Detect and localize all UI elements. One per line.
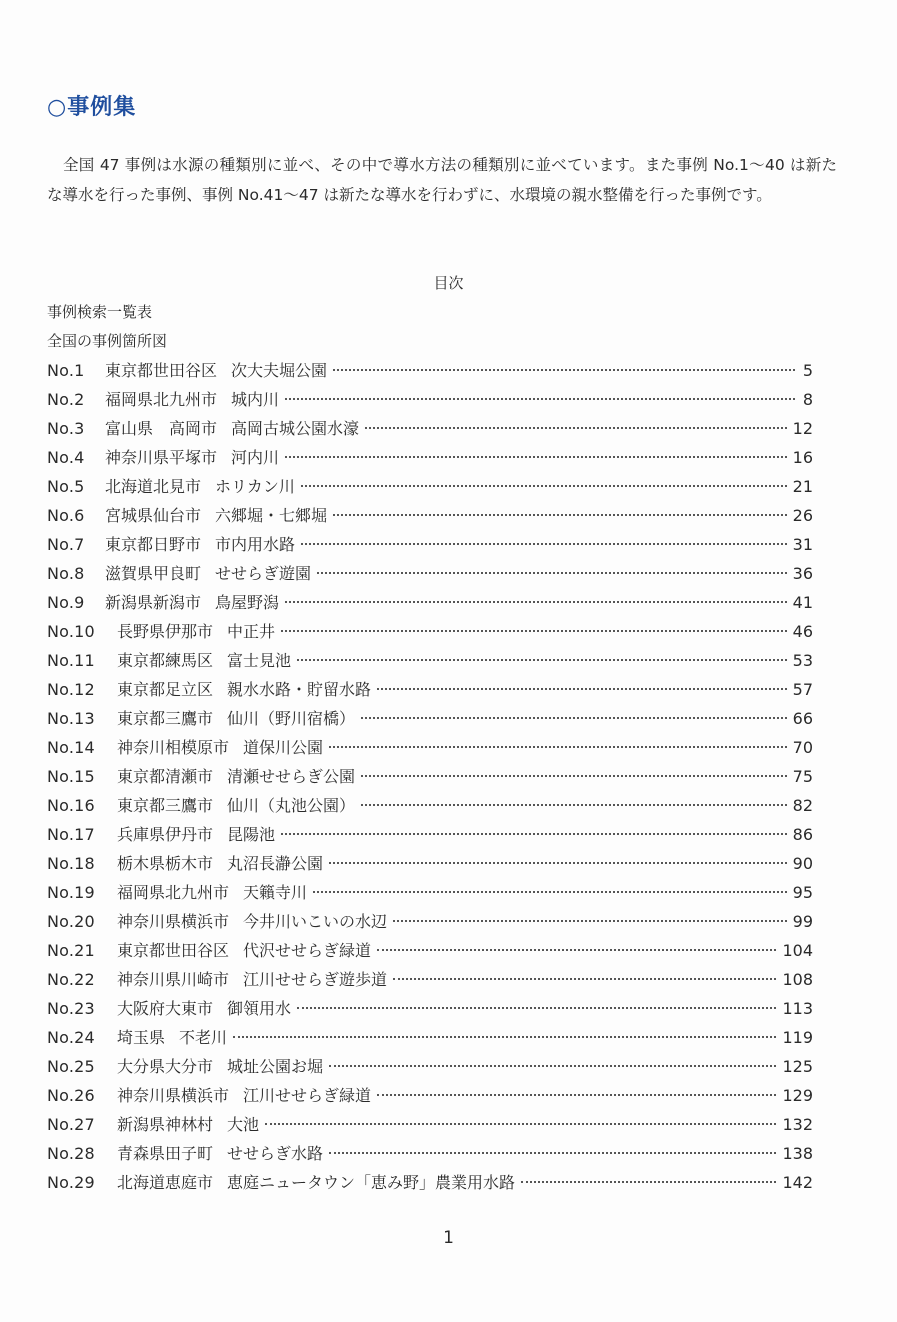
toc-dot-leader — [313, 890, 787, 893]
toc-entry-number: No.11 — [47, 651, 95, 670]
toc-entry-location: 栃木県栃木市 — [117, 854, 214, 873]
toc-entry[interactable] — [47, 1081, 813, 1110]
toc-entry-page: 66 — [792, 709, 813, 728]
toc-entry-page: 31 — [792, 535, 813, 554]
toc-pre-item-location-map[interactable]: 全国の事例箇所図 — [47, 332, 168, 350]
toc-entry-name: 昆陽池 — [227, 825, 276, 844]
toc-entry-name: 次大夫堀公園 — [231, 361, 328, 380]
toc-entry-page: 26 — [792, 506, 813, 525]
toc-entry-name: 道保川公園 — [243, 738, 324, 757]
toc-entry[interactable] — [47, 1023, 813, 1052]
toc-entry[interactable] — [47, 530, 813, 559]
toc-entry-page: 75 — [792, 767, 813, 786]
toc-entry-number: No.27 — [47, 1115, 95, 1134]
toc-entry-number: No.20 — [47, 912, 95, 931]
toc-entry-page: 125 — [782, 1057, 813, 1076]
toc-dot-leader — [361, 774, 787, 777]
toc-entry-number: No.13 — [47, 709, 95, 728]
toc-entry[interactable] — [47, 907, 813, 936]
toc-dot-leader — [329, 745, 787, 748]
toc-dot-leader — [281, 629, 787, 632]
toc-entry-location: 福岡県北九州市 — [117, 883, 230, 902]
toc-entry-location: 東京都練馬区 — [117, 651, 214, 670]
toc-entry[interactable] — [47, 936, 813, 965]
toc-entry-location: 北海道恵庭市 — [117, 1173, 214, 1192]
toc-entry[interactable] — [47, 414, 813, 443]
toc-entry[interactable] — [47, 733, 813, 762]
toc-entry-name: 大池 — [227, 1115, 260, 1134]
toc-entry-location: 東京都世田谷区 — [105, 361, 218, 380]
toc-entry-name: 六郷堀・七郷堀 — [215, 506, 328, 525]
toc-entry-number: No.26 — [47, 1086, 95, 1105]
toc-entry[interactable] — [47, 791, 813, 820]
toc-dot-leader — [329, 1064, 776, 1067]
toc-entry[interactable] — [47, 704, 813, 733]
toc-entry-name: 市内用水路 — [215, 535, 296, 554]
toc-entry-name: 仙川（丸池公園） — [227, 796, 356, 815]
toc-entry-name: 丸沼長瀞公園 — [227, 854, 324, 873]
toc-entry-number: No.23 — [47, 999, 95, 1018]
toc-entry-location: 東京都三鷹市 — [117, 796, 214, 815]
toc-entry[interactable] — [47, 965, 813, 994]
toc-entry-name: 河内川 — [231, 448, 280, 467]
toc-entry-number: No.9 — [47, 593, 85, 612]
toc-dot-leader — [377, 948, 776, 951]
toc-entry-page: 5 — [802, 361, 813, 380]
toc-entry-name: 城内川 — [231, 390, 280, 409]
toc-entry[interactable] — [47, 675, 813, 704]
toc-entry-number: No.24 — [47, 1028, 95, 1047]
toc-entry-page: 8 — [802, 390, 813, 409]
toc-entry-number: No.7 — [47, 535, 85, 554]
toc-dot-leader — [281, 832, 787, 835]
toc-entry-page: 82 — [792, 796, 813, 815]
toc-entry-number: No.15 — [47, 767, 95, 786]
toc-entry-page: 99 — [792, 912, 813, 931]
toc-entry-name: 天籟寺川 — [243, 883, 308, 902]
toc-entry-location: 宮城県仙台市 — [105, 506, 202, 525]
toc-entry[interactable] — [47, 1139, 813, 1168]
toc-entry-location: 神奈川相模原市 — [117, 738, 230, 757]
toc-dot-leader — [377, 687, 787, 690]
toc-dot-leader — [333, 368, 795, 371]
toc-entry-page: 21 — [792, 477, 813, 496]
toc-entry-page: 41 — [792, 593, 813, 612]
toc-entry-name: 御領用水 — [227, 999, 292, 1018]
toc-dot-leader — [521, 1180, 776, 1183]
toc-entry-name: 恵庭ニュータウン「恵み野」農業用水路 — [227, 1173, 516, 1192]
page-title: ○事例集 — [47, 95, 137, 120]
toc-entry-location: 東京都三鷹市 — [117, 709, 214, 728]
toc-dot-leader — [361, 716, 787, 719]
toc-entry-location: 神奈川県川崎市 — [117, 970, 230, 989]
toc-entry-location: 青森県田子町 — [117, 1144, 214, 1163]
toc-pre-items — [47, 298, 167, 356]
toc-entry-location: 埼玉県 — [117, 1028, 166, 1047]
toc-entry[interactable] — [47, 356, 813, 385]
toc-dot-leader — [285, 397, 795, 400]
toc-entry-page: 57 — [792, 680, 813, 699]
toc-entry-location: 東京都足立区 — [117, 680, 214, 699]
toc-dot-leader — [285, 455, 787, 458]
toc-dot-leader — [285, 600, 787, 603]
toc-entry-page: 129 — [782, 1086, 813, 1105]
toc-entry-number: No.18 — [47, 854, 95, 873]
toc-entry-location: 大阪府大東市 — [117, 999, 214, 1018]
toc-entry-number: No.25 — [47, 1057, 95, 1076]
toc-entry-name: 富士見池 — [227, 651, 292, 670]
toc-dot-leader — [233, 1035, 776, 1038]
toc-entry-number: No.14 — [47, 738, 95, 757]
toc-entry-location: 東京都清瀬市 — [117, 767, 214, 786]
toc-entry-name: ホリカン川 — [215, 477, 295, 496]
toc-entry[interactable] — [47, 385, 813, 414]
toc-dot-leader — [317, 571, 787, 574]
toc-entry-name: 不老川 — [179, 1028, 228, 1047]
toc-entry[interactable] — [47, 588, 813, 617]
toc-dot-leader — [297, 1006, 776, 1009]
toc-entry-location: 北海道北見市 — [105, 477, 202, 496]
toc-entry[interactable] — [47, 849, 813, 878]
toc-entry-name: 中正井 — [227, 622, 276, 641]
toc-entry-name: 今井川いこいの水辺 — [243, 912, 388, 931]
toc-entry-page: 36 — [792, 564, 813, 583]
toc-dot-leader — [301, 542, 787, 545]
toc-entry-name: 高岡古城公園水濠 — [231, 419, 360, 438]
toc-entry[interactable] — [47, 472, 813, 501]
toc-entry-page: 113 — [782, 999, 813, 1018]
toc-entry-page: 138 — [782, 1144, 813, 1163]
toc-entry-name: 城址公園お堀 — [227, 1057, 324, 1076]
toc-entry[interactable] — [47, 878, 813, 907]
toc-entry[interactable] — [47, 617, 813, 646]
toc-entry-name: せせらぎ遊園 — [215, 564, 312, 583]
toc-entry-location: 神奈川県横浜市 — [117, 1086, 230, 1105]
toc-entry-location: 大分県大分市 — [117, 1057, 214, 1076]
toc-entry-name: せせらぎ水路 — [227, 1144, 324, 1163]
toc-entry-location: 東京都日野市 — [105, 535, 202, 554]
toc-entry-number: No.21 — [47, 941, 95, 960]
toc-dot-leader — [365, 426, 787, 429]
toc-entry-number: No.5 — [47, 477, 85, 496]
intro-paragraph: 全国 47 事例は水源の種類別に並べ、その中で導水方法の種類別に並べています。また事例 No.1～40 は新たな導水を行った事例、事例 No.41～47 は新たな導水を行わずに、水環境の親水整備を行った事例です。 — [47, 156, 837, 204]
toc-entry-page: 16 — [792, 448, 813, 467]
toc-entry-number: No.22 — [47, 970, 95, 989]
toc-entry-number: No.8 — [47, 564, 85, 583]
toc-entry-location: 東京都世田谷区 — [117, 941, 230, 960]
toc-dot-leader — [297, 658, 787, 661]
toc-dot-leader — [393, 919, 787, 922]
toc-entry[interactable] — [47, 443, 813, 472]
toc-entry-location: 長野県伊那市 — [117, 622, 214, 641]
toc-entry-name: 江川せせらぎ緑道 — [243, 1086, 372, 1105]
toc-dot-leader — [361, 803, 787, 806]
toc-entry[interactable] — [47, 1168, 813, 1197]
toc-entry-page: 95 — [792, 883, 813, 902]
toc-entry-number: No.17 — [47, 825, 95, 844]
toc-entry-page: 119 — [782, 1028, 813, 1047]
toc-entry-location: 福岡県北九州市 — [105, 390, 218, 409]
toc-entry-page: 86 — [792, 825, 813, 844]
toc-entry-location: 富山県 高岡市 — [105, 419, 218, 438]
toc-entry[interactable] — [47, 820, 813, 849]
toc-entry[interactable] — [47, 1052, 813, 1081]
toc-entry-number: No.12 — [47, 680, 95, 699]
toc-entry-name: 仙川（野川宿橋） — [227, 709, 356, 728]
toc-entry-page: 70 — [792, 738, 813, 757]
toc-entry[interactable] — [47, 501, 813, 530]
toc-dot-leader — [377, 1093, 776, 1096]
toc-dot-leader — [393, 977, 776, 980]
toc-entry-number: No.2 — [47, 390, 85, 409]
toc-entry-page: 12 — [792, 419, 813, 438]
toc-entry[interactable] — [47, 994, 813, 1023]
toc-entry-location: 神奈川県平塚市 — [105, 448, 218, 467]
toc-entry-name: 江川せせらぎ遊歩道 — [243, 970, 388, 989]
toc-entry-number: No.4 — [47, 448, 85, 467]
toc-entry-location: 兵庫県伊丹市 — [117, 825, 214, 844]
toc-entry[interactable] — [47, 646, 813, 675]
toc-entry-page: 108 — [782, 970, 813, 989]
toc-entry-number: No.16 — [47, 796, 95, 815]
toc-entry-number: No.3 — [47, 419, 85, 438]
page-number: 1 — [443, 1228, 454, 1248]
toc-entry-location: 神奈川県横浜市 — [117, 912, 230, 931]
toc-pre-item-search-table[interactable]: 事例検索一覧表 — [47, 303, 153, 321]
toc-dot-leader — [333, 513, 787, 516]
toc-heading: 目次 — [433, 274, 464, 292]
toc-entry-name: 代沢せせらぎ緑道 — [243, 941, 372, 960]
toc-entry-location: 滋賀県甲良町 — [105, 564, 202, 583]
toc-entry-page: 104 — [782, 941, 813, 960]
toc-entry-page: 142 — [782, 1173, 813, 1192]
toc-entry-page: 46 — [792, 622, 813, 641]
toc-entry-location: 新潟県新潟市 — [105, 593, 202, 612]
toc-entry-number: No.28 — [47, 1144, 95, 1163]
toc-dot-leader — [301, 484, 787, 487]
toc-entry-number: No.6 — [47, 506, 85, 525]
toc-entry-number: No.10 — [47, 622, 95, 641]
toc-entry-name: 親水水路・貯留水路 — [227, 680, 372, 699]
toc-entry-page: 53 — [792, 651, 813, 670]
toc-dot-leader — [329, 1151, 776, 1154]
toc-entry-name: 鳥屋野潟 — [215, 593, 280, 612]
toc-entry[interactable] — [47, 1110, 813, 1139]
toc-entry-number: No.19 — [47, 883, 95, 902]
toc-list — [47, 356, 813, 1197]
toc-entry[interactable] — [47, 559, 813, 588]
toc-dot-leader — [329, 861, 787, 864]
toc-dot-leader — [265, 1122, 776, 1125]
toc-entry-location: 新潟県神林村 — [117, 1115, 214, 1134]
toc-entry[interactable] — [47, 762, 813, 791]
toc-entry-name: 清瀬せせらぎ公園 — [227, 767, 356, 786]
toc-entry-number: No.1 — [47, 361, 85, 380]
toc-entry-number: No.29 — [47, 1173, 95, 1192]
toc-entry-page: 90 — [792, 854, 813, 873]
toc-entry-page: 132 — [782, 1115, 813, 1134]
